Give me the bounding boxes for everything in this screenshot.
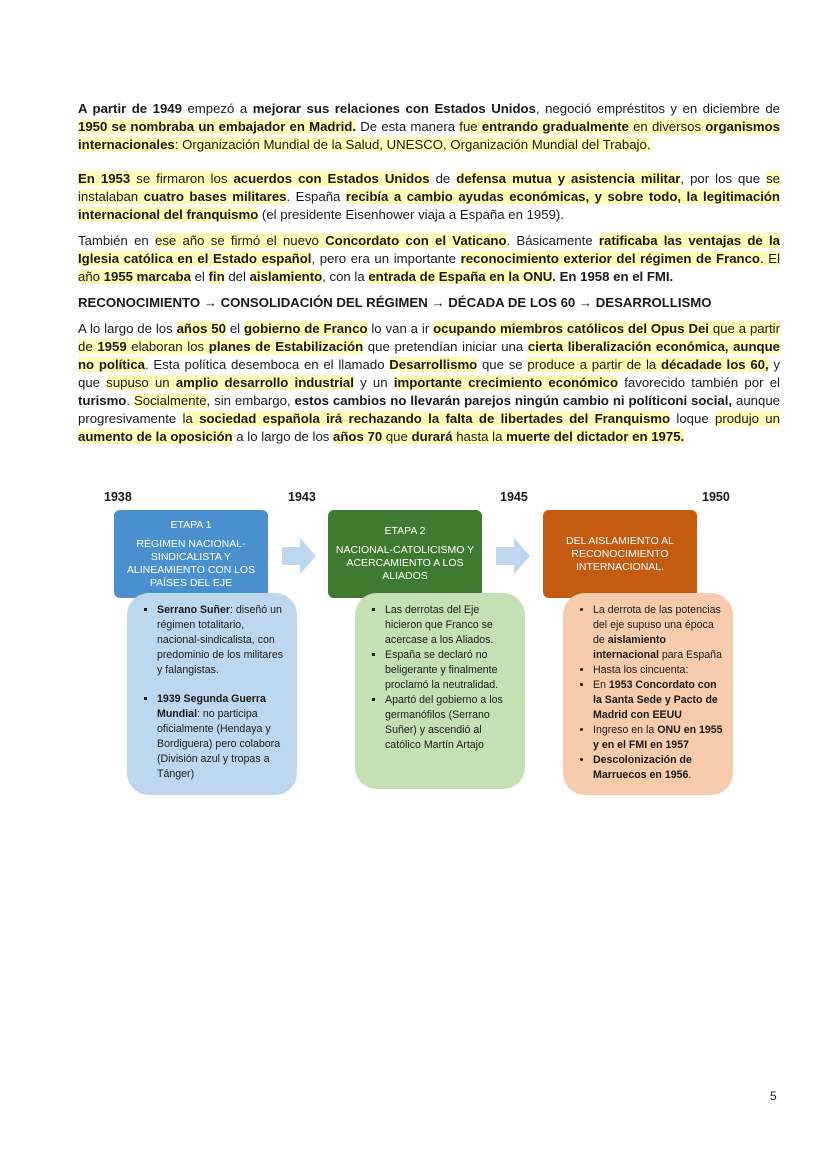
text-fragment: loque [670,411,715,426]
text-fragment: Socialmente [133,393,207,408]
text-fragment: , con la [322,269,369,284]
stage-1-details [127,593,297,795]
text-fragment: lo van a ir [367,321,434,336]
text-fragment: . En 1958 en el FMI. [552,269,674,284]
text-fragment: En [593,679,609,691]
text-fragment: defensa mutua y asistencia militar [456,171,681,186]
text-fragment: y que [78,357,780,390]
text-fragment: que pretendían iniciar una [363,339,528,354]
text-fragment: , sin embargo, [206,393,295,408]
text-fragment: que [382,429,412,444]
text-fragment: el [225,321,244,336]
text-fragment: recibía a cambio ayudas económicas, y sobre todo, la legitimación internacional del franquismo [78,189,780,222]
stage-2-description: NACIONAL-CATOLICISMO Y ACERCAMIENTO A LOS ALIADOS [335,544,475,582]
text-fragment: , por los que [680,171,767,186]
stage-3-description: DEL AISLAMIENTO AL RECONOCIMIENTO INTERNACIONAL. [566,534,674,573]
list-item [593,603,723,663]
text-fragment: Desarrollismo [389,357,478,372]
text-fragment: aislamiento internacional [593,634,667,661]
paragraph-1 [78,100,780,154]
text-fragment: a lo largo de los [232,429,334,444]
text-fragment: aunque progresivamente [78,393,780,426]
text-fragment: acuerdos con Estados Unidos [233,171,430,186]
text-fragment: 1939 Segunda Guerra Mundial [157,693,266,720]
text-fragment: . España [286,189,346,204]
text-fragment: que a partir de [78,321,781,354]
year-label: 1950 [702,490,730,504]
text-fragment: importante crecimiento económico [393,375,619,390]
text-fragment: favorecido también por el [618,375,780,390]
text-fragment: turismo [78,393,127,408]
text-fragment: el [190,269,209,284]
text-fragment: planes de Estabilización [208,339,364,354]
text-fragment: A lo largo de los [78,321,177,336]
text-fragment: amplio desarrollo industrial [175,375,354,390]
stage-2-title: ETAPA 2 [384,525,426,537]
text-fragment: muerte del dictador en 1975. [506,429,685,444]
year-label: 1945 [500,490,528,504]
text-fragment: , pero era un importante [311,251,461,266]
text-fragment: . [688,769,692,781]
text-fragment: hasta la [452,429,507,444]
text-fragment: supuso un [106,375,176,390]
text-fragment: ONU en [657,724,697,736]
text-fragment: que se [477,357,528,372]
section-heading: RECONOCIMIENTO → CONSOLIDACIÓN DEL RÉGIMEN → DÉCADA DE LOS 60 → DESARROLLISMO [78,295,712,310]
text-fragment: la [182,411,200,426]
text-fragment: produjo un [715,411,780,426]
text-fragment: de [429,171,457,186]
list-item [157,692,287,782]
text-fragment: aislamiento [249,269,323,284]
text-fragment: sociedad española irá rechazando la falta de libertades del Franquismo [199,411,671,426]
text-fragment: La derrota de las potencias del eje supuso una época de [593,604,721,646]
text-fragment: . Básicamente [506,233,599,248]
list-item [593,723,723,753]
text-fragment: ese año se firmó el nuevo [155,233,326,248]
text-fragment: y un [353,375,394,390]
text-fragment: Ingreso en la [593,724,658,736]
text-fragment: También en [78,233,155,248]
text-fragment: empezó a [181,101,253,116]
text-fragment: entrada de España en la ONU [368,269,553,284]
text-fragment: . El año [78,251,781,284]
text-fragment: 1955 marcaba [103,269,191,284]
text-fragment: 1955 y en el FMI en 1957 [593,724,723,751]
text-fragment: décadade los 60, [660,357,769,372]
text-fragment: : diseñó un régimen totalitario, nacional-sindicalista, con predominio de los militares y falangistas. [157,604,284,676]
text-fragment: fue [459,119,482,134]
text-fragment: se instalaban [78,171,781,204]
list-item: • Hasta los cincuenta: [593,663,723,678]
stage-3-box [543,510,697,598]
text-fragment: cuatro bases militares [143,189,287,204]
text-fragment: (el presidente Eisenhower viaja a España en 1959). [258,207,564,222]
text-fragment: Serrano Suñer [157,604,231,616]
year-label: 1938 [104,490,132,504]
text-fragment: : no participa oficialmente (Hendaya y Bordiguera) pero colabora (División azul y tropas a Tánger) [157,708,281,780]
stage-2-details [355,593,525,789]
text-fragment: Concordato con el Vaticano [325,233,507,248]
stage-2-box [328,510,482,598]
text-fragment: 1950 se nombraba un embajador en Madrid. [78,119,356,134]
body-text [78,100,780,454]
text-fragment: gobierno de Franco [243,321,368,336]
text-fragment: . [126,393,134,408]
text-fragment: reconocimiento exterior del régimen de Franco [460,251,760,266]
paragraph-4 [78,320,780,446]
text-fragment: 1959 [97,339,127,354]
paragraph-2 [78,170,780,224]
text-fragment: durará [411,429,453,444]
stage-1-title: ETAPA 1 [170,518,212,531]
text-fragment: cierta liberalización económica, aunque no política [78,339,780,372]
list-item [593,753,723,783]
text-fragment: 1953 Concordato con la Santa Sede y Pacto de Madrid con EEUU [593,679,718,721]
text-fragment: ocupando miembros católicos del Opus Dei [433,321,709,336]
list-item: ▪ Las derrotas del Eje hicieron que Franco se acercase a los Aliados. [385,603,515,648]
list-item: ▪ Apartó del gobierno a los germanófilos (Serrano Suñer) y ascendió al católico Martín Artajo [385,693,515,753]
text-fragment: organismos internacionales [78,119,780,152]
text-fragment: entrando gradualmente [481,119,629,134]
text-fragment: : Organización Mundial de la Salud, UNESCO, Organización Mundial del Trabajo. [174,137,651,152]
text-fragment: del [224,269,250,284]
list-item: ▪ España se declaró no beligerante y finalmente proclamó la neutralidad. [385,648,515,693]
text-fragment: fin [208,269,225,284]
text-fragment: se firmaron los [130,171,234,186]
list-item [593,678,723,723]
stage-1-box [114,510,268,598]
text-fragment: años 50 [176,321,226,336]
paragraph-3 [78,232,780,286]
text-fragment: elaboran los [126,339,209,354]
text-fragment: para España [658,649,722,661]
page-number: 5 [770,1089,777,1103]
text-fragment: produce a partir de la [527,357,661,372]
stage-3-details [563,593,733,795]
text-fragment: A partir de 1949 [78,101,182,116]
text-fragment: ratificaba las ventajas de la Iglesia católica en el Estado español [78,233,780,266]
text-fragment: . Esta política desemboca en el llamado [145,357,390,372]
text-fragment: En 1953 [78,171,131,186]
text-fragment: mejorar sus relaciones con Estados Unidos [252,101,536,116]
text-fragment: estos cambios no llevarán parejos ningún cambio ni políticoni social, [294,393,733,408]
list-item [157,603,287,678]
year-label: 1943 [288,490,316,504]
text-fragment: De esta manera [356,119,460,134]
text-fragment: años 70 [333,429,383,444]
stage-1-description: RÉGIMEN NACIONAL-SINDICALISTA Y ALINEAMIENTO CON LOS PAÍSES DEL EJE [126,537,256,589]
text-fragment: aumento de la oposición [78,429,233,444]
text-fragment: en diversos [628,119,706,134]
text-fragment: Descolonización de Marruecos en 1956 [593,754,692,781]
text-fragment: , negoció empréstitos y en diciembre de [535,101,780,116]
